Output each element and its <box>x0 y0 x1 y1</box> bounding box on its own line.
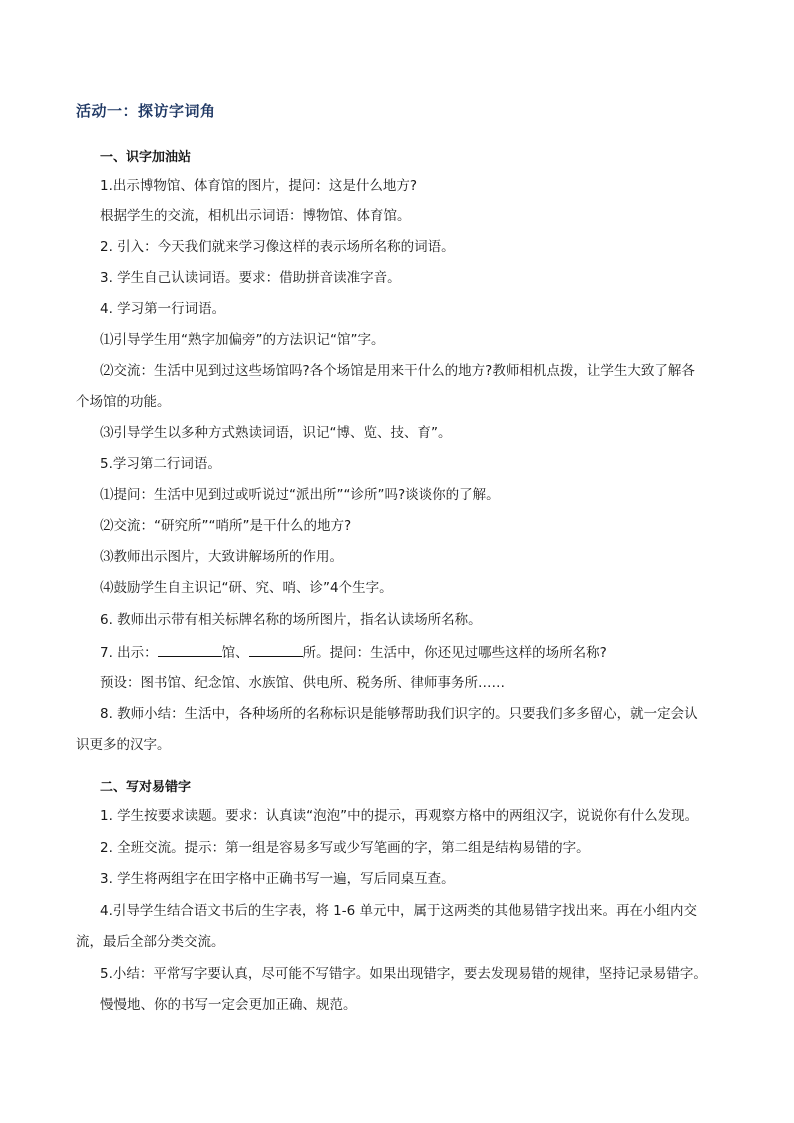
paragraph-line: 2. 全班交流。提示：第一组是容易多写或少写笔画的字，第二组是结构易错的字。 <box>100 840 590 856</box>
paragraph-line: 3. 学生自己认读词语。要求：借助拼音读准字音。 <box>100 270 401 286</box>
paragraph-line: 个场馆的功能。 <box>76 394 171 410</box>
paragraph-line: 8. 教师小结：生活中，各种场所的名称标识是能够帮助我们识字的。只要我们多多留心，就一定会认 <box>100 706 698 722</box>
paragraph-line: 预设：图书馆、纪念馆、水族馆、供电所、税务所、律师事务所…… <box>100 675 505 691</box>
blank-underline-1 <box>158 642 222 657</box>
paragraph-line: 根据学生的交流，相机出示词语：博物馆、体育馆。 <box>100 208 411 224</box>
paragraph-line: ⑴引导学生用“熟字加偏旁”的方法识记“馆”字。 <box>100 332 385 348</box>
paragraph-line: ⑵交流：生活中见到过这些场馆吗?各个场馆是用来干什么的地方?教师相机点拨，让学生大致了解各 <box>100 363 695 379</box>
paragraph-line: 识更多的汉字。 <box>76 737 171 753</box>
paragraph-line: 4. 学习第一行词语。 <box>100 301 226 317</box>
blank-underline-2 <box>249 642 303 657</box>
paragraph-line: ⑵交流：“研究所”“哨所”是干什么的地方? <box>100 518 352 534</box>
paragraph-line: 1.出示博物馆、体育馆的图片，提问：这是什么地方? <box>100 178 418 194</box>
paragraph-line: 6. 教师出示带有相关标牌名称的场所图片，指名认读场所名称。 <box>100 612 482 628</box>
paragraph-line: 1. 学生按要求读题。要求：认真读“泡泡”中的提示，再观察方格中的两组汉字，说说你有什么发现。 <box>100 808 699 824</box>
section-heading-1: 一、识字加油站 <box>100 150 192 165</box>
paragraph-line: 慢慢地、你的书写一定会更加正确、规范。 <box>100 997 357 1013</box>
section-heading-2: 二、写对易错字 <box>100 780 192 795</box>
fill-blank-suffix: 所。提问：生活中，你还见过哪些这样的场所名称? <box>302 645 607 661</box>
paragraph-line: ⑴提问：生活中见到过或听说过“派出所”“诊所”吗?谈谈你的了解。 <box>100 487 500 503</box>
fill-blank-mid: 馆、 <box>221 645 249 661</box>
paragraph-line: 2. 引入：今天我们就来学习像这样的表示场所名称的词语。 <box>100 239 455 255</box>
paragraph-line: 4.引导学生结合语文书后的生字表，将 1-6 单元中，属于这两类的其他易错字找出来。再在小组内交 <box>100 903 698 919</box>
paragraph-line: 流，最后全部分类交流。 <box>76 934 225 950</box>
fill-blank-prefix: 7. 出示： <box>100 645 158 661</box>
paragraph-line: 5.小结：平常写字要认真，尽可能不写错字。如果出现错字，要去发现易错的规律，坚持记录易错字。 <box>100 966 707 982</box>
activity-title: 活动一：探访字词角 <box>76 102 216 120</box>
paragraph-line: 3. 学生将两组字在田字格中正确书写一遍，写后同桌互查。 <box>100 871 455 887</box>
paragraph-line: ⑷鼓励学生自主识记“研、究、哨、诊”4个生字。 <box>100 580 393 596</box>
paragraph-line: ⑶引导学生以多种方式熟读词语，识记“博、览、技、育”。 <box>100 425 452 441</box>
paragraph-line: 5.学习第二行词语。 <box>100 456 221 472</box>
fill-blank-line <box>100 642 607 663</box>
paragraph-line: ⑶教师出示图片，大致讲解场所的作用。 <box>100 549 343 565</box>
